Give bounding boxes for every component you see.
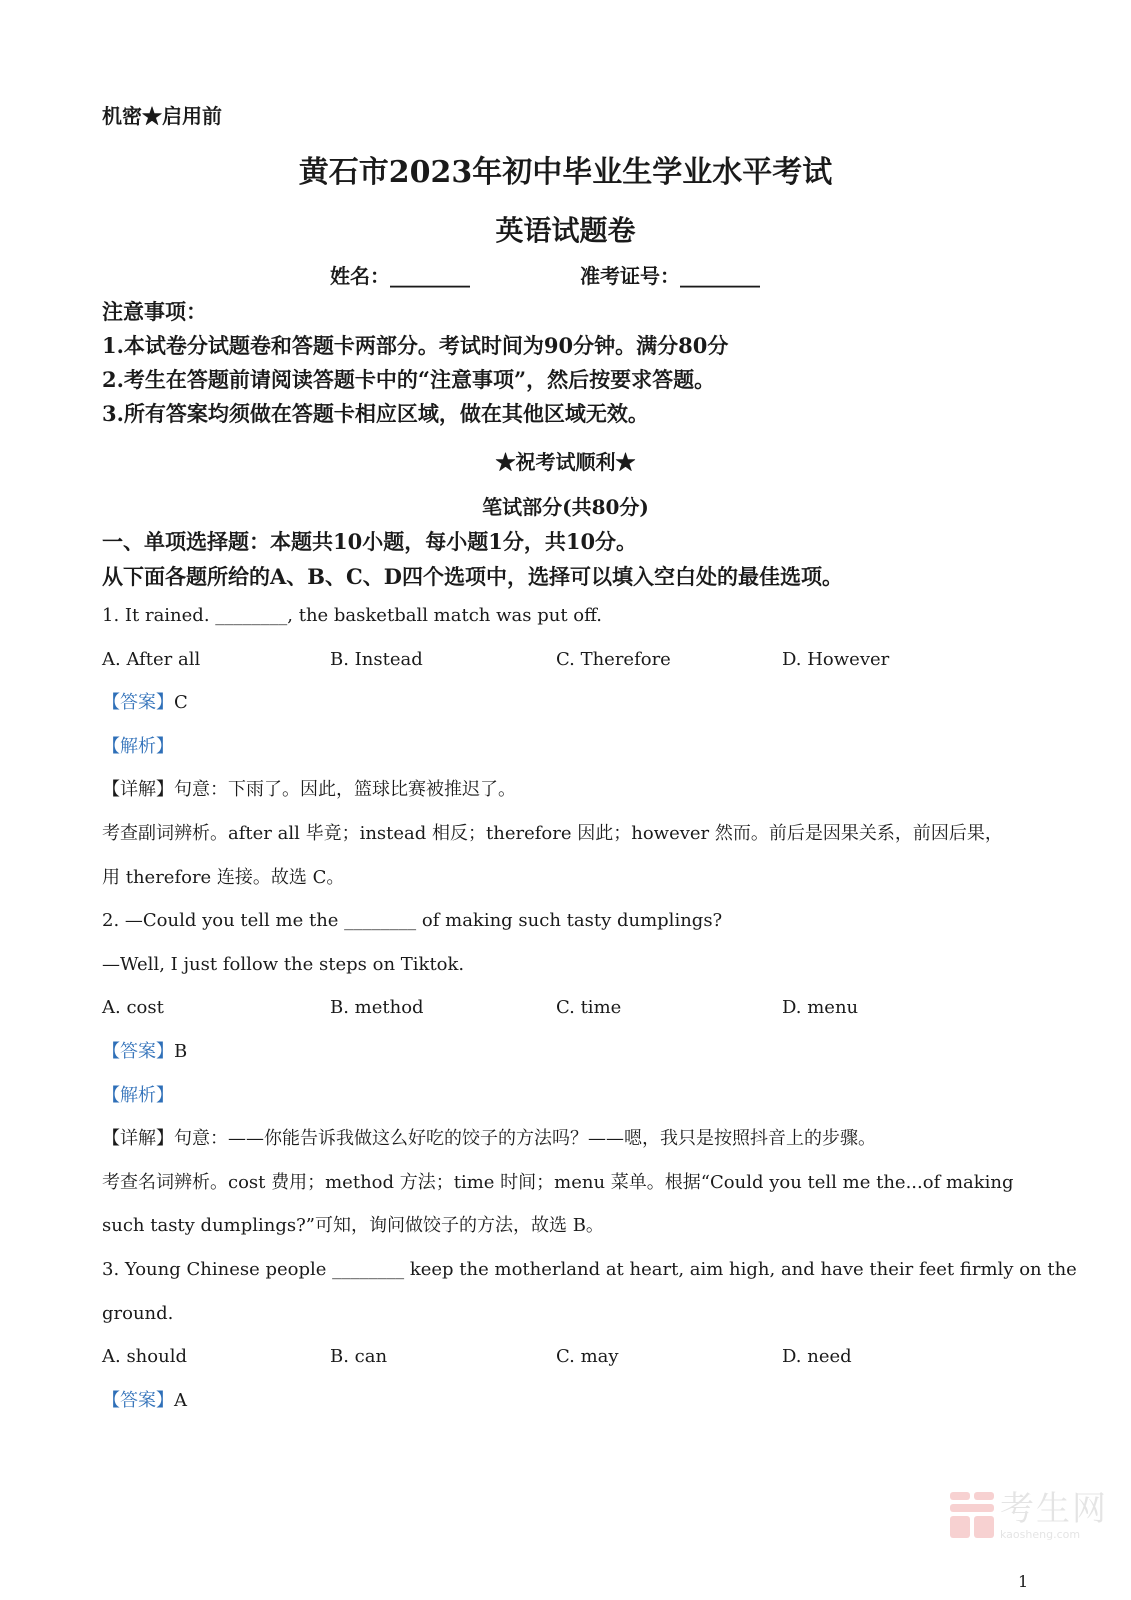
q2-explanation: such tasty dumplings?”可知，询问做饺子的方法，故选 B。: [102, 1215, 604, 1236]
section-title: 笔试部分(共80分): [482, 495, 649, 519]
question-1-stem: 1. It rained. ________, the basketball match was put off.: [102, 605, 602, 626]
question-2-stem: 2. —Could you tell me the ________ of making such tasty dumplings?: [102, 910, 723, 931]
question-2-stem: —Well, I just follow the steps on Tiktok.: [102, 954, 465, 975]
q1-detail-text: 句意：下雨了。因此，篮球比赛被推迟了。: [174, 779, 516, 800]
notice-item: 1.本试卷分试题卷和答题卡两部分。考试时间为90分钟。满分80分: [102, 333, 729, 358]
notice-item: 3.所有答案均须做在答题卡相应区域，做在其他区域无效。: [102, 401, 649, 426]
q2-analysis-tag: 【解析】: [102, 1085, 174, 1106]
exam-id-field-label: 准考证号：________: [580, 264, 760, 288]
q2-answer-line: [102, 1040, 187, 1064]
name-field-label: 姓名：________: [330, 264, 470, 288]
page-number: 1: [1018, 1572, 1029, 1591]
q2-answer-value: B: [174, 1041, 188, 1062]
q1-answer-value: C: [174, 692, 188, 713]
answer-tag: 【答案】: [102, 692, 174, 713]
q1-option-c: C. Therefore: [556, 649, 671, 670]
q1-option-b: B. Instead: [330, 649, 423, 670]
detail-tag: 【详解】: [102, 779, 174, 800]
good-luck-banner: ★祝考试顺利★: [495, 450, 636, 474]
watermark-cn: 考生网: [1000, 1488, 1108, 1529]
q1-detail-line: [102, 778, 516, 802]
q1-answer-line: [102, 691, 188, 715]
site-watermark: [950, 1487, 1110, 1543]
question-3-stem: ground.: [102, 1303, 174, 1324]
page-title: 黄石市2023年初中毕业生学业水平考试: [298, 155, 833, 190]
notice-item: 2.考生在答题前请阅读答题卡中的“注意事项”，然后按要求答题。: [102, 367, 716, 392]
q3-answer-line: [102, 1389, 187, 1413]
q2-detail-line: [102, 1127, 876, 1151]
page-subtitle: 英语试题卷: [495, 214, 636, 247]
q3-option-c: C. may: [556, 1346, 619, 1367]
q1-explanation: 用 therefore 连接。故选 C。: [102, 867, 345, 888]
q1-explanation: 考查副词辨析。after all 毕竟；instead 相反；therefore 因此；however 然而。前后是因果关系，前因后果，: [102, 823, 1003, 844]
q2-option-c: C. time: [556, 997, 622, 1018]
question-3-stem: 3. Young Chinese people ________ keep the motherland at heart, aim high, and have their feet firmly on the: [102, 1259, 1077, 1280]
q3-answer-value: A: [174, 1390, 187, 1411]
q2-explanation: 考查名词辨析。cost 费用；method 方法；time 时间；menu 菜单。根据“Could you tell me the...of making: [102, 1172, 1014, 1193]
q1-analysis-tag: 【解析】: [102, 736, 174, 757]
q3-option-b: B. can: [330, 1346, 388, 1367]
notice-heading: 注意事项：: [102, 299, 207, 324]
answer-tag: 【答案】: [102, 1390, 174, 1411]
q3-option-d: D. need: [782, 1346, 852, 1367]
watermark-logo-icon: [950, 1492, 994, 1538]
q2-option-d: D. menu: [782, 997, 859, 1018]
q2-option-a: A. cost: [102, 997, 164, 1018]
part-heading: 一、单项选择题：本题共10小题，每小题1分，共10分。: [102, 529, 638, 554]
part-instruction: 从下面各题所给的A、B、C、D四个选项中，选择可以填入空白处的最佳选项。: [102, 564, 843, 589]
confidential-label: 机密★启用前: [102, 104, 222, 128]
q2-detail-text: 句意：——你能告诉我做这么好吃的饺子的方法吗？——嗯，我只是按照抖音上的步骤。: [174, 1128, 876, 1149]
q1-option-d: D. However: [782, 649, 890, 670]
q3-option-a: A. should: [102, 1346, 187, 1367]
q1-option-a: A. After all: [102, 649, 201, 670]
q2-option-b: B. method: [330, 997, 424, 1018]
detail-tag: 【详解】: [102, 1128, 174, 1149]
answer-tag: 【答案】: [102, 1041, 174, 1062]
watermark-text: [1000, 1490, 1108, 1541]
watermark-en: kaosheng.com: [1000, 1527, 1081, 1541]
